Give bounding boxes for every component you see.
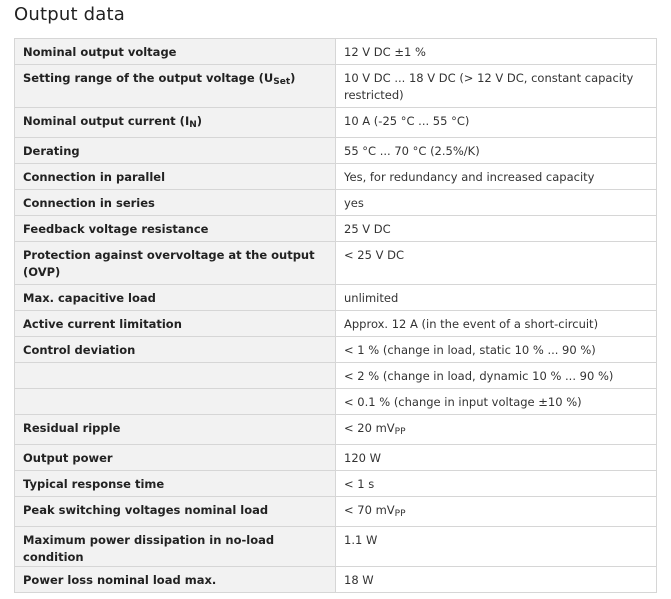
row-label: Protection against overvoltage at the output (OVP) [15, 242, 336, 285]
table-row [15, 471, 657, 497]
table-row [15, 39, 657, 65]
table-row [15, 389, 657, 415]
row-value: < 70 $mV_{PP}$ [336, 497, 657, 527]
row-label: Connection in parallel [15, 164, 336, 190]
row-value: 25 V DC [336, 216, 657, 242]
row-value: yes [336, 190, 657, 216]
row-label: Nominal output voltage [15, 39, 336, 65]
row-label: Control deviation [15, 337, 336, 363]
table-row [15, 445, 657, 471]
row-label: Residual ripple [15, 415, 336, 445]
row-value: 10 V DC ... 18 V DC (> 12 V DC, constant capacity restricted) [336, 65, 657, 108]
row-value: Approx. 12 A (in the event of a short-circuit) [336, 311, 657, 337]
table-row [15, 567, 657, 593]
row-label: Power loss nominal load max. [15, 567, 336, 593]
table-row [15, 285, 657, 311]
table-row [15, 65, 657, 108]
row-value: 12 V DC ±1 % [336, 39, 657, 65]
row-value: < 0.1 % (change in input voltage ±10 %) [336, 389, 657, 415]
row-value: 1.1 W [336, 527, 657, 567]
row-label: Setting range of the output voltage $(U_{Set})$ [15, 65, 336, 108]
row-label: Active current limitation [15, 311, 336, 337]
row-label: Max. capacitive load [15, 285, 336, 311]
row-value: < 25 V DC [336, 242, 657, 285]
table-row [15, 497, 657, 527]
page-title: Output data [14, 4, 125, 25]
row-value: < 20 $mV_{PP}$ [336, 415, 657, 445]
row-value: 55 °C ... 70 °C (2.5%/K) [336, 138, 657, 164]
table-row [15, 311, 657, 337]
table-row [15, 242, 657, 285]
row-value: < 1 % (change in load, static 10 % ... 90 %) [336, 337, 657, 363]
row-label [15, 363, 336, 389]
row-label: Peak switching voltages nominal load [15, 497, 336, 527]
row-value: 120 W [336, 445, 657, 471]
row-label: Nominal output current $(I_N)$ [15, 108, 336, 138]
table-row [15, 415, 657, 445]
table-row [15, 216, 657, 242]
row-value: 10 A (-25 °C ... 55 °C) [336, 108, 657, 138]
row-value: unlimited [336, 285, 657, 311]
table-row [15, 527, 657, 567]
table-row [15, 337, 657, 363]
row-label: Output power [15, 445, 336, 471]
row-value: < 1 s [336, 471, 657, 497]
table-row [15, 108, 657, 138]
table-row [15, 363, 657, 389]
row-label: Derating [15, 138, 336, 164]
table-row [15, 190, 657, 216]
row-value: 18 W [336, 567, 657, 593]
row-label: Feedback voltage resistance [15, 216, 336, 242]
row-label: Typical response time [15, 471, 336, 497]
output-data-table [14, 38, 657, 593]
row-label: Maximum power dissipation in no-load condition [15, 527, 336, 567]
row-value: < 2 % (change in load, dynamic 10 % ... 90 %) [336, 363, 657, 389]
row-value: Yes, for redundancy and increased capacity [336, 164, 657, 190]
table-row [15, 164, 657, 190]
table-row [15, 138, 657, 164]
row-label: Connection in series [15, 190, 336, 216]
row-label [15, 389, 336, 415]
